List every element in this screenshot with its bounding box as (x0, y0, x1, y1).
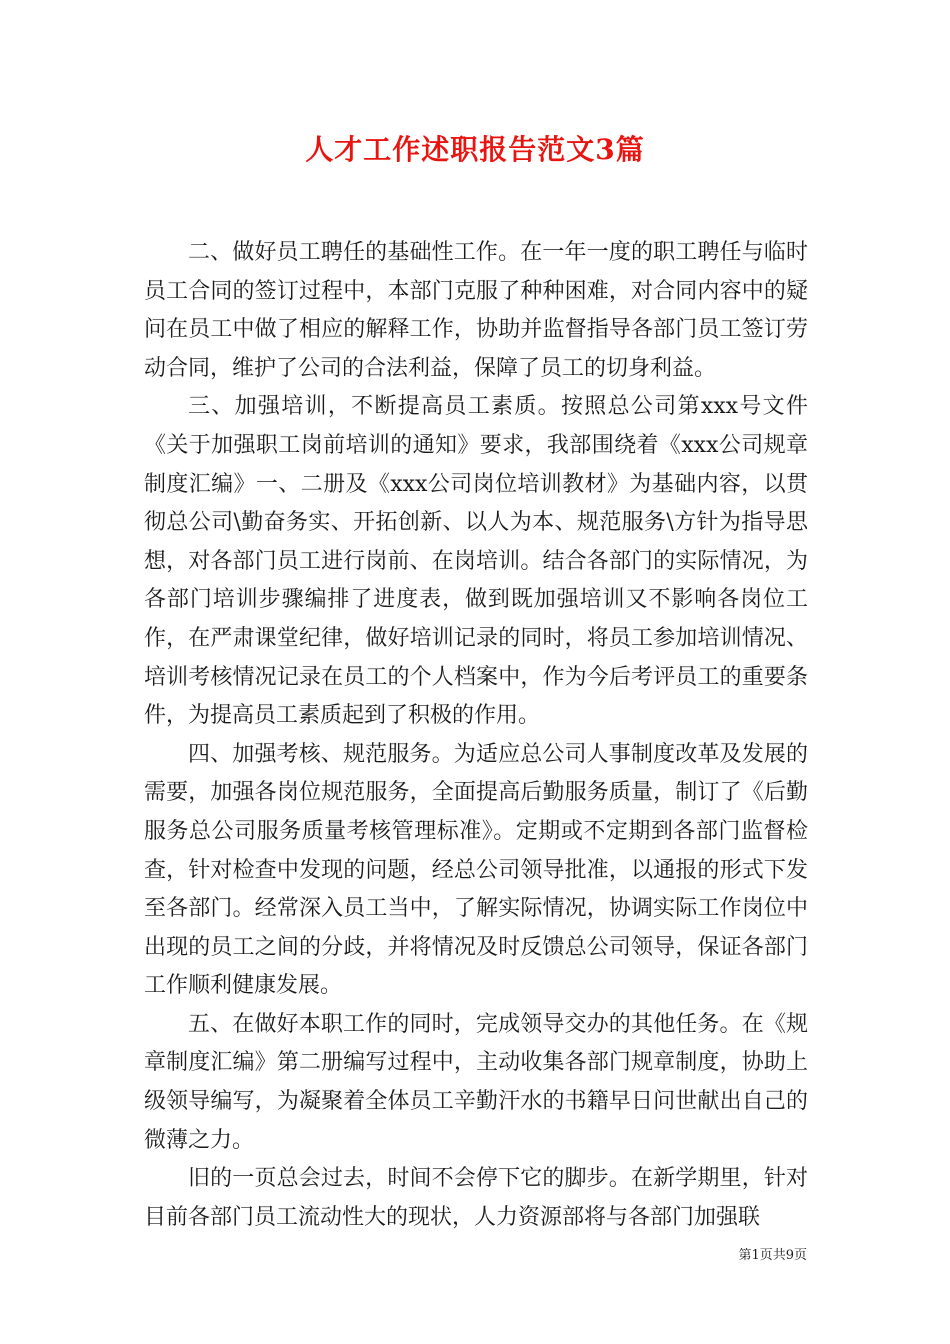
paragraph: 二、做好员工聘任的基础性工作。在一年一度的职工聘任与临时员工合同的签订过程中，本部门克服了种种困难，对合同内容中的疑问在员工中做了相应的解释工作，协助并监督指导各部门员工签订劳动合同，维护了公司的合法利益，保障了员工的切身利益。 (144, 240, 808, 381)
document-body (144, 234, 808, 1237)
page-number: 第1页共9页 (738, 1248, 807, 1263)
paragraph: 三、加强培训，不断提高员工素质。按照总公司第xxx号文件《关于加强职工岗前培训的通知》要求，我部围绕着《xxx公司规章制度汇编》一、二册及《xxx公司岗位培训教材》为基础内容，以贯彻总公司\勤奋务实、开拓创新、以人为本、规范服务\方针为指导思想，对各部门员工进行岗前、在岗培训。结合各部门的实际情况，为各部门培训步骤编排了进度表，做到既加强培训又不影响各岗位工作，在严肃课堂纪律，做好培训记录的同时，将员工参加培训情况、培训考核情况记录在员工的个人档案中，作为今后考评员工的重要条件，为提高员工素质起到了积极的作用。 (144, 394, 808, 729)
document-title: 人才工作述职报告范文3篇 (305, 133, 645, 166)
paragraph: 五、在做好本职工作的同时，完成领导交办的其他任务。在《规章制度汇编》第二册编写过程中，主动收集各部门规章制度，协助上级领导编写，为凝聚着全体员工辛勤汗水的书籍早日问世献出自己的微薄之力。 (144, 1011, 808, 1153)
paragraph: 四、加强考核、规范服务。为适应总公司人事制度改革及发展的需要，加强各岗位规范服务，全面提高后勤服务质量，制订了《后勤服务总公司服务质量考核管理标准》。定期或不定期到各部门监督检查，针对检查中发现的问题，经总公司领导批准，以通报的形式下发至各部门。经常深入员工当中，了解实际情况，协调实际工作岗位中出现的员工之间的分歧，并将情况及时反馈总公司领导，保证各部门工作顺利健康发展。 (144, 741, 808, 999)
paragraph: 旧的一页总会过去，时间不会停下它的脚步。在新学期里，针对目前各部门员工流动性大的现状，人力资源部将与各部门加强联 (144, 1166, 808, 1230)
